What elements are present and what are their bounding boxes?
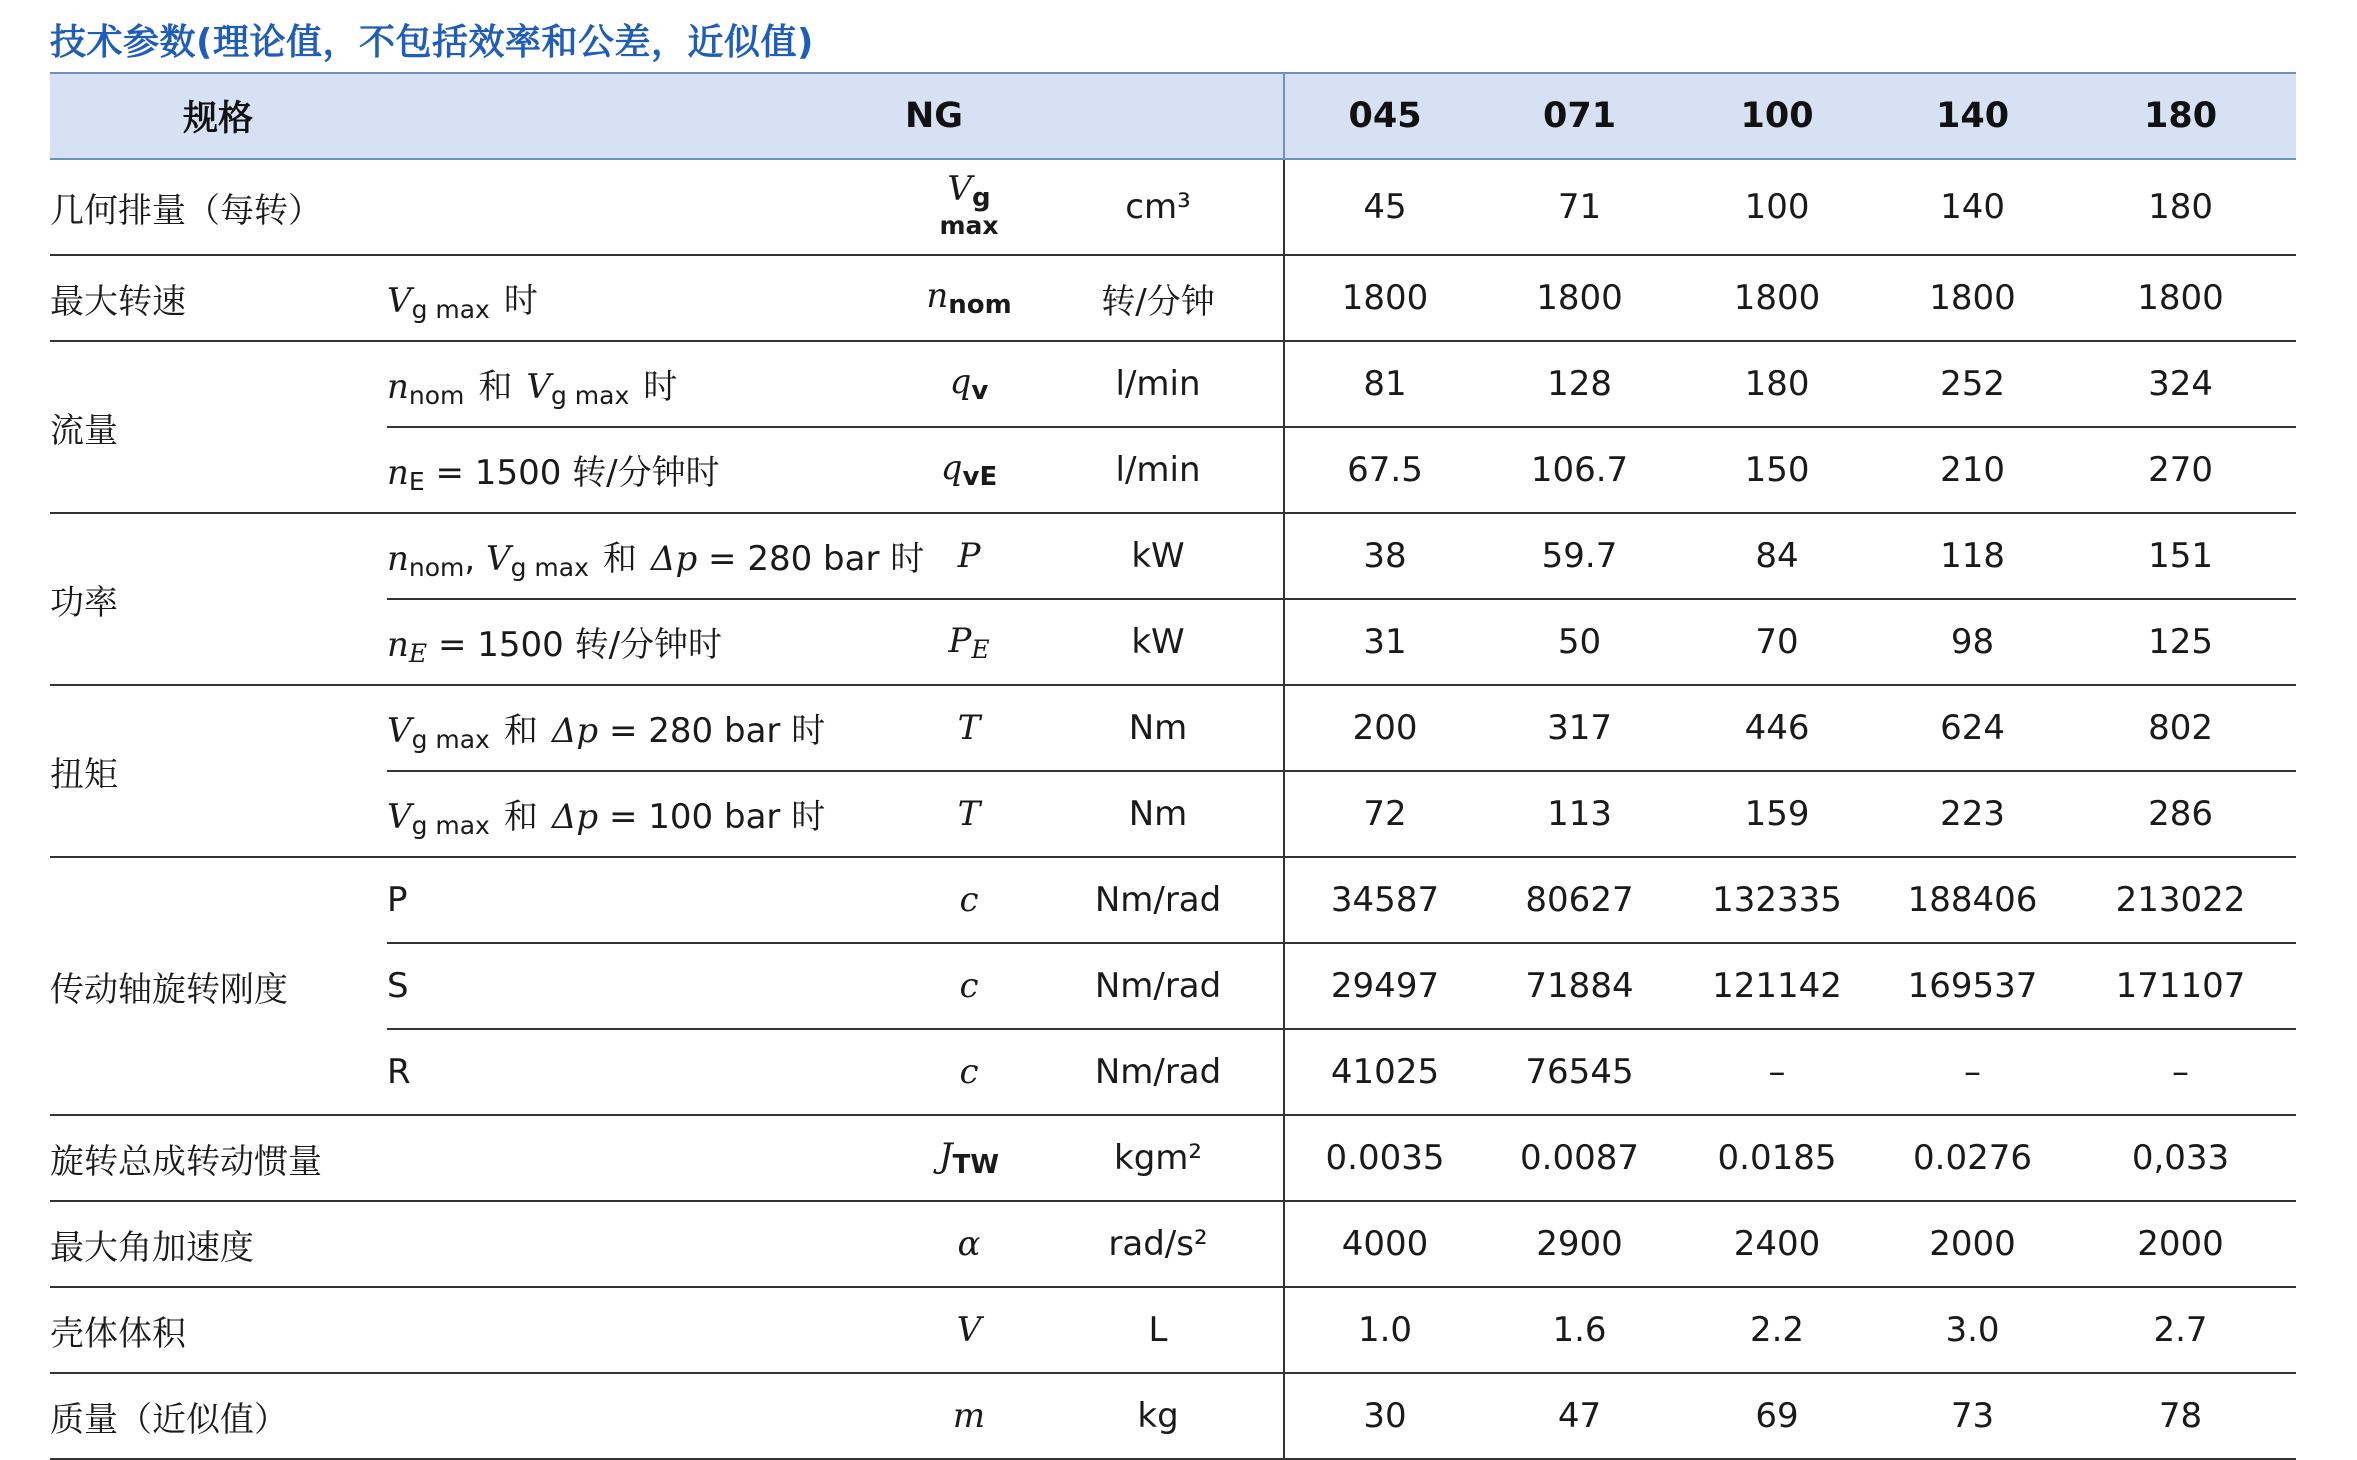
unit: Nm: [1033, 771, 1284, 857]
unit: l/min: [1033, 341, 1284, 427]
value-180: 802: [2065, 685, 2296, 771]
value-045: 38: [1284, 513, 1485, 599]
value-180: 180: [2065, 159, 2296, 255]
param-label: 传动轴旋转刚度: [50, 857, 387, 1115]
value-045: 45: [1284, 159, 1485, 255]
header-size-071: 071: [1485, 73, 1674, 159]
header-size-140: 140: [1880, 73, 2065, 159]
value-180: 0,033: [2065, 1115, 2296, 1201]
value-071: 71884: [1485, 943, 1674, 1029]
value-071: 2900: [1485, 1201, 1674, 1287]
symbol: JTW: [905, 1115, 1033, 1201]
value-071: 80627: [1485, 857, 1674, 943]
symbol: qv: [905, 341, 1033, 427]
value-180: –: [2065, 1029, 2296, 1115]
value-045: 72: [1284, 771, 1485, 857]
condition: $n_{nom}$ 和 $V_{g max}$ 时: [387, 341, 905, 427]
value-180: 2000: [2065, 1201, 2296, 1287]
value-180: 1800: [2065, 255, 2296, 341]
unit: kW: [1033, 513, 1284, 599]
value-100: 100: [1674, 159, 1880, 255]
value-100: 446: [1674, 685, 1880, 771]
condition: $n_E = 1500$ 转/分钟时: [387, 599, 905, 685]
unit: Nm/rad: [1033, 1029, 1284, 1115]
value-045: 41025: [1284, 1029, 1485, 1115]
value-045: 200: [1284, 685, 1485, 771]
row-power-nom: [50, 513, 2296, 599]
symbol: nnom: [905, 255, 1033, 341]
value-140: –: [1880, 1029, 2065, 1115]
value-140: 624: [1880, 685, 2065, 771]
value-071: 76545: [1485, 1029, 1674, 1115]
unit: Nm/rad: [1033, 857, 1284, 943]
spec-table: [50, 72, 2296, 1460]
row-max-speed: [50, 255, 2296, 341]
value-140: 118: [1880, 513, 2065, 599]
row-stiffness-s: [50, 943, 2296, 1029]
symbol: m: [905, 1373, 1033, 1459]
value-140: 252: [1880, 341, 2065, 427]
value-140: 2000: [1880, 1201, 2065, 1287]
row-flow-e: [50, 427, 2296, 513]
value-071: 1.6: [1485, 1287, 1674, 1373]
unit: cm³: [1033, 159, 1284, 255]
symbol: P: [905, 513, 1033, 599]
value-045: 29497: [1284, 943, 1485, 1029]
value-140: 223: [1880, 771, 2065, 857]
param-label: 扭矩: [50, 685, 387, 857]
value-100: –: [1674, 1029, 1880, 1115]
value-045: 1800: [1284, 255, 1485, 341]
value-180: 213022: [2065, 857, 2296, 943]
row-torque-100: [50, 771, 2296, 857]
value-180: 2.7: [2065, 1287, 2296, 1373]
header-row: [50, 73, 2296, 159]
header-size-100: 100: [1674, 73, 1880, 159]
symbol: $P_E$: [905, 599, 1033, 685]
value-100: 2.2: [1674, 1287, 1880, 1373]
value-180: 286: [2065, 771, 2296, 857]
value-100: 69: [1674, 1373, 1880, 1459]
value-071: 1800: [1485, 255, 1674, 341]
value-180: 324: [2065, 341, 2296, 427]
unit: Nm: [1033, 685, 1284, 771]
value-140: 73: [1880, 1373, 2065, 1459]
value-140: 0.0276: [1880, 1115, 2065, 1201]
row-case-volume: [50, 1287, 2296, 1373]
value-071: 47: [1485, 1373, 1674, 1459]
param-label: 最大转速: [50, 255, 387, 341]
condition: S: [387, 943, 905, 1029]
unit: 转/分钟: [1033, 255, 1284, 341]
value-140: 98: [1880, 599, 2065, 685]
header-size-045: 045: [1284, 73, 1485, 159]
unit: Nm/rad: [1033, 943, 1284, 1029]
condition: $V_{g max}$ 和 Δp = 280 bar 时: [387, 685, 905, 771]
value-140: 210: [1880, 427, 2065, 513]
row-stiffness-r: [50, 1029, 2296, 1115]
value-100: 121142: [1674, 943, 1880, 1029]
unit: l/min: [1033, 427, 1284, 513]
symbol: Vg max: [905, 159, 1033, 255]
value-100: 132335: [1674, 857, 1880, 943]
row-mass: [50, 1373, 2296, 1459]
value-071: 317: [1485, 685, 1674, 771]
row-stiffness-p: [50, 857, 2296, 943]
param-label: 几何排量（每转）: [50, 159, 905, 255]
header-ng: NG: [905, 73, 1284, 159]
value-071: 128: [1485, 341, 1674, 427]
symbol: T: [905, 685, 1033, 771]
unit: L: [1033, 1287, 1284, 1373]
param-label: 壳体体积: [50, 1287, 905, 1373]
value-045: 81: [1284, 341, 1485, 427]
value-045: 0.0035: [1284, 1115, 1485, 1201]
value-100: 150: [1674, 427, 1880, 513]
condition: $n_{nom}$, $V_{g max}$ 和 Δp = 280 bar 时: [387, 513, 905, 599]
value-140: 169537: [1880, 943, 2065, 1029]
value-071: 113: [1485, 771, 1674, 857]
param-label: 功率: [50, 513, 387, 685]
row-inertia: [50, 1115, 2296, 1201]
param-label: 流量: [50, 341, 387, 513]
value-100: 70: [1674, 599, 1880, 685]
page-title: 技术参数(理论值，不包括效率和公差，近似值): [50, 22, 814, 63]
value-140: 3.0: [1880, 1287, 2065, 1373]
value-100: 0.0185: [1674, 1115, 1880, 1201]
value-180: 151: [2065, 513, 2296, 599]
row-flow-nom: [50, 341, 2296, 427]
symbol: α: [905, 1201, 1033, 1287]
symbol: c: [905, 943, 1033, 1029]
value-180: 270: [2065, 427, 2296, 513]
condition: $V_{g max}$ 和 Δp = 100 bar 时: [387, 771, 905, 857]
value-100: 2400: [1674, 1201, 1880, 1287]
value-180: 78: [2065, 1373, 2296, 1459]
value-045: 1.0: [1284, 1287, 1485, 1373]
value-140: 188406: [1880, 857, 2065, 943]
value-045: 67.5: [1284, 427, 1485, 513]
param-label: 最大角加速度: [50, 1201, 905, 1287]
value-071: 71: [1485, 159, 1674, 255]
value-100: 1800: [1674, 255, 1880, 341]
condition: P: [387, 857, 905, 943]
symbol: V: [905, 1287, 1033, 1373]
row-displacement: [50, 159, 2296, 255]
condition: $n_E = 1500$ 转/分钟时: [387, 427, 905, 513]
value-100: 159: [1674, 771, 1880, 857]
value-045: 31: [1284, 599, 1485, 685]
value-071: 106.7: [1485, 427, 1674, 513]
unit: rad/s²: [1033, 1201, 1284, 1287]
unit: kgm²: [1033, 1115, 1284, 1201]
unit: kW: [1033, 599, 1284, 685]
value-045: 34587: [1284, 857, 1485, 943]
param-label: 旋转总成转动惯量: [50, 1115, 905, 1201]
condition: R: [387, 1029, 905, 1115]
value-071: 59.7: [1485, 513, 1674, 599]
value-045: 4000: [1284, 1201, 1485, 1287]
value-045: 30: [1284, 1373, 1485, 1459]
row-angular-accel: [50, 1201, 2296, 1287]
row-torque-280: [50, 685, 2296, 771]
value-100: 180: [1674, 341, 1880, 427]
value-071: 0.0087: [1485, 1115, 1674, 1201]
value-180: 171107: [2065, 943, 2296, 1029]
value-140: 1800: [1880, 255, 2065, 341]
value-100: 84: [1674, 513, 1880, 599]
row-power-e: [50, 599, 2296, 685]
param-label: 质量（近似值）: [50, 1373, 905, 1459]
header-spec: 规格: [50, 73, 905, 159]
symbol: c: [905, 1029, 1033, 1115]
value-180: 125: [2065, 599, 2296, 685]
value-071: 50: [1485, 599, 1674, 685]
symbol: qvE: [905, 427, 1033, 513]
value-140: 140: [1880, 159, 2065, 255]
symbol: c: [905, 857, 1033, 943]
header-size-180: 180: [2065, 73, 2296, 159]
unit: kg: [1033, 1373, 1284, 1459]
symbol: T: [905, 771, 1033, 857]
condition: $V_{g max}$ 时: [387, 255, 905, 341]
